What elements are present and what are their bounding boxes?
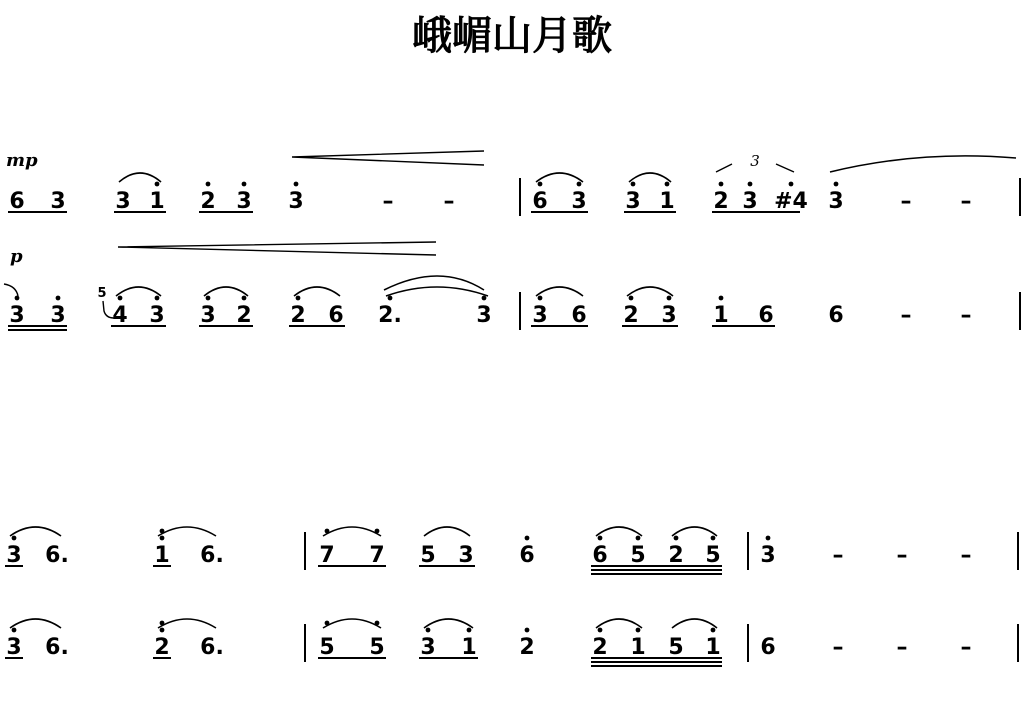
jianpu-note: 5 xyxy=(319,635,335,660)
slur xyxy=(294,287,340,296)
octave-dot xyxy=(667,296,672,301)
octave-dot xyxy=(160,628,165,633)
jianpu-note: 3 xyxy=(571,189,587,214)
tie xyxy=(4,284,18,296)
jianpu-note: 2 xyxy=(154,635,170,660)
jianpu-note: 1 xyxy=(154,543,170,568)
jianpu-note: 5 xyxy=(705,543,721,568)
jianpu-note: 3 xyxy=(828,189,844,214)
jianpu-note: 5 xyxy=(420,543,436,568)
slur xyxy=(424,619,473,628)
octave-dot xyxy=(467,628,472,633)
octave-dot xyxy=(834,182,839,187)
jianpu-note: 3 xyxy=(532,303,548,328)
jianpu-note: 3 xyxy=(50,189,66,214)
octave-dot xyxy=(155,182,160,187)
jianpu-note: 6 xyxy=(571,303,587,328)
jianpu-note: 1 xyxy=(713,303,729,328)
octave-dot xyxy=(155,296,160,301)
jianpu-note: 2 xyxy=(200,189,216,214)
jianpu-note: 5 xyxy=(97,286,107,301)
octave-dot xyxy=(636,536,641,541)
octave-dot xyxy=(711,536,716,541)
jianpu-note: 3 xyxy=(149,303,165,328)
octave-dot xyxy=(598,628,603,633)
jianpu-note: 6. xyxy=(45,543,69,568)
jianpu-note: 3 xyxy=(625,189,641,214)
jianpu-note: 1 xyxy=(461,635,477,660)
jianpu-note: 3 xyxy=(6,635,22,660)
dash-note: – xyxy=(896,635,908,660)
slur xyxy=(672,527,717,536)
octave-dot xyxy=(577,182,582,187)
octave-dot xyxy=(242,296,247,301)
slur xyxy=(672,619,717,628)
jianpu-note: 3 xyxy=(420,635,436,660)
jianpu-note: 6 xyxy=(592,543,608,568)
octave-dot xyxy=(766,536,771,541)
octave-dot xyxy=(296,296,301,301)
dash-note: – xyxy=(832,543,844,568)
jianpu-note: 2 xyxy=(519,635,535,660)
slur xyxy=(629,173,671,182)
dash-note: – xyxy=(832,635,844,660)
jianpu-note: 6 xyxy=(328,303,344,328)
octave-dot xyxy=(242,182,247,187)
jianpu-note: 3 xyxy=(236,189,252,214)
slur xyxy=(116,287,161,296)
dash-note: – xyxy=(900,303,912,328)
octave-dot xyxy=(748,182,753,187)
jianpu-note: 1 xyxy=(659,189,675,214)
jianpu-note: 2 xyxy=(668,543,684,568)
jianpu-note: 3 xyxy=(50,303,66,328)
octave-dot xyxy=(719,182,724,187)
slur xyxy=(158,619,216,628)
slur xyxy=(158,527,216,536)
jianpu-note: 2 xyxy=(623,303,639,328)
octave-dot xyxy=(789,182,794,187)
octave-dot xyxy=(711,628,716,633)
octave-dot xyxy=(426,628,431,633)
jianpu-note: 1 xyxy=(705,635,721,660)
slur xyxy=(536,287,583,296)
octave-dot xyxy=(56,296,61,301)
dash-note: – xyxy=(960,543,972,568)
slur xyxy=(204,287,248,296)
jianpu-note: 6. xyxy=(200,635,224,660)
dash-note: – xyxy=(443,189,455,214)
dash-note: – xyxy=(960,303,972,328)
crescendo-hairpin xyxy=(292,151,484,165)
jianpu-note: 3 xyxy=(661,303,677,328)
jianpu-note: 6 xyxy=(532,189,548,214)
octave-dot xyxy=(206,296,211,301)
jianpu-note: 5 xyxy=(668,635,684,660)
octave-dot xyxy=(525,628,530,633)
octave-dot xyxy=(206,182,211,187)
dynamic-mark: mp xyxy=(6,150,38,171)
jianpu-note: 7 xyxy=(369,543,385,568)
underline-layer xyxy=(5,212,800,666)
slur xyxy=(10,527,61,536)
slur xyxy=(596,619,642,628)
octave-dot xyxy=(118,296,123,301)
jianpu-note: 2 xyxy=(236,303,252,328)
dash-note: – xyxy=(960,635,972,660)
slur xyxy=(384,276,484,290)
octave-dot xyxy=(719,296,724,301)
note-layer xyxy=(6,189,971,660)
crescendo-hairpin xyxy=(118,242,436,255)
jianpu-note: 6 xyxy=(9,189,25,214)
jianpu-note: 2 xyxy=(290,303,306,328)
octave-dot xyxy=(525,536,530,541)
slur xyxy=(323,527,381,536)
dash-note: – xyxy=(382,189,394,214)
slur xyxy=(627,287,673,296)
dynamic-mark: p xyxy=(10,246,23,267)
jianpu-note: 1 xyxy=(149,189,165,214)
slur xyxy=(119,173,161,182)
jianpu-note: 3 xyxy=(6,543,22,568)
octave-dot xyxy=(598,536,603,541)
slur xyxy=(424,527,470,536)
jianpu-note: 7 xyxy=(319,543,335,568)
jianpu-note: 6 xyxy=(760,635,776,660)
barline-layer xyxy=(305,178,1020,662)
jianpu-note: 2 xyxy=(713,189,729,214)
marking-layer xyxy=(6,150,794,318)
jianpu-note: 6. xyxy=(45,635,69,660)
octave-dot xyxy=(160,536,165,541)
octave-dot xyxy=(665,182,670,187)
jianpu-note: 3 xyxy=(115,189,131,214)
slur xyxy=(386,287,488,296)
slur xyxy=(323,619,381,628)
octave-dot xyxy=(538,296,543,301)
dash-note: – xyxy=(900,189,912,214)
jianpu-note: 3 xyxy=(760,543,776,568)
jianpu-note: 6. xyxy=(200,543,224,568)
triplet-number: 3 xyxy=(750,152,760,170)
octave-dot xyxy=(636,628,641,633)
octave-dot xyxy=(15,296,20,301)
octave-dot xyxy=(12,536,17,541)
jianpu-note: 3 xyxy=(476,303,492,328)
jianpu-note: 3 xyxy=(458,543,474,568)
song-title: 峨嵋山月歌 xyxy=(412,13,612,59)
jianpu-note: 6 xyxy=(758,303,774,328)
octave-dot xyxy=(482,296,487,301)
jianpu-note: 3 xyxy=(200,303,216,328)
jianpu-note: 3 xyxy=(9,303,25,328)
slur xyxy=(10,619,61,628)
jianpu-note: 6 xyxy=(828,303,844,328)
jianpu-note: #4 xyxy=(774,189,808,214)
octave-dot xyxy=(12,628,17,633)
octave-dot xyxy=(538,182,543,187)
jianpu-note: 1 xyxy=(630,635,646,660)
slur xyxy=(596,527,642,536)
jianpu-note: 5 xyxy=(630,543,646,568)
jianpu-note: 3 xyxy=(288,189,304,214)
slur xyxy=(536,173,583,182)
jianpu-note: 3 xyxy=(742,189,758,214)
jianpu-note: 5 xyxy=(369,635,385,660)
jianpu-note: 2. xyxy=(378,303,402,328)
octave-dot xyxy=(629,296,634,301)
octave-dot xyxy=(388,296,393,301)
dash-note: – xyxy=(960,189,972,214)
tie xyxy=(830,156,1016,172)
octave-dot xyxy=(631,182,636,187)
jianpu-note: 6 xyxy=(519,543,535,568)
octave-dot xyxy=(294,182,299,187)
dash-note: – xyxy=(896,543,908,568)
octave-dot xyxy=(674,536,679,541)
jianpu-note: 2 xyxy=(592,635,608,660)
jianpu-note: 4 xyxy=(112,303,128,328)
